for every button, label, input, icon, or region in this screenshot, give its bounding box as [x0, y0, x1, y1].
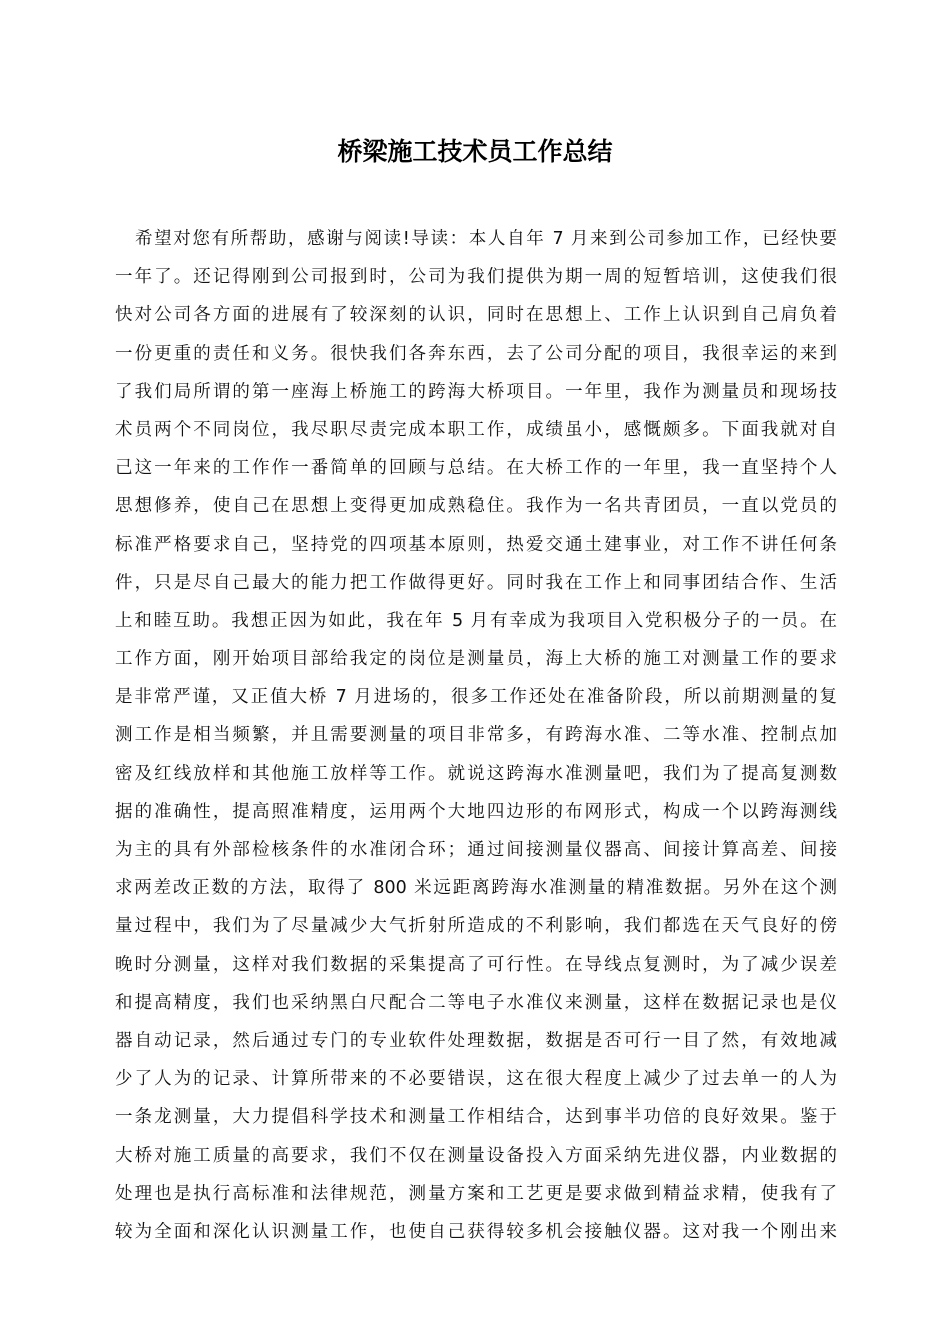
body-line: 一年了。还记得刚到公司报到时，公司为我们提供为期一周的短暂培训，这使我们很	[115, 267, 837, 288]
body-line: 为主的具有外部检核条件的水准闭合环；通过间接测量仪器高、间接计算高差、间接	[115, 840, 837, 860]
body-line: 是非常严谨，又正值大桥 7 月进场的，很多工作还处在准备阶段，所以前期测量的复	[115, 687, 837, 708]
body-line: 工作方面，刚开始项目部给我定的岗位是测量员，海上大桥的施工对测量工作的要求	[115, 649, 837, 670]
body-line: 晚时分测量，这样对我们数据的采集提高了可行性。在导线点复测时，为了减少误差	[115, 954, 837, 975]
body-line: 一份更重的责任和义务。很快我们各奔东西，去了公司分配的项目，我很幸运的来到	[115, 343, 837, 364]
body-line: 思想修养，使自己在思想上变得更加成熟稳住。我作为一名共青团员，一直以党员的	[115, 496, 837, 517]
body-line: 器自动记录，然后通过专门的专业软件处理数据，数据是否可行一目了然，有效地减	[115, 1030, 837, 1051]
body-line: 上和睦互助。我想正因为如此，我在年 5 月有幸成为我项目入党积极分子的一员。在	[115, 610, 837, 631]
body-line: 大桥对施工质量的高要求，我们不仅在测量设备投入方面采纳先进仪器，内业数据的	[115, 1145, 837, 1166]
body-line: 一条龙测量，大力提倡科学技术和测量工作相结合，达到事半功倍的良好效果。鉴于	[115, 1107, 837, 1128]
body-line: 希望对您有所帮助，感谢与阅读!导读：本人自年 7 月来到公司参加工作，已经快要	[135, 229, 837, 249]
body-line: 密及红线放样和其他施工放样等工作。就说这跨海水准测量吧，我们为了提高复测数	[115, 763, 837, 784]
body-line: 己这一年来的工作作一番简单的回顾与总结。在大桥工作的一年里，我一直坚持个人	[115, 458, 837, 479]
body-line: 术员两个不同岗位，我尽职尽责完成本职工作，成绩虽小，感慨颇多。下面我就对自	[115, 419, 837, 440]
document-title: 桥梁施工技术员工作总结	[337, 137, 613, 166]
body-line: 件，只是尽自己最大的能力把工作做得更好。同时我在工作上和同事团结合作、生活	[115, 572, 837, 593]
body-line: 较为全面和深化认识测量工作，也使自己获得较多机会接触仪器。这对我一个刚出来	[115, 1221, 837, 1242]
body-line: 快对公司各方面的进展有了较深刻的认识，同时在思想上、工作上认识到自己肩负着	[115, 305, 837, 326]
document-body	[115, 220, 837, 1251]
body-line: 测工作是相当频繁，并且需要测量的项目非常多，有跨海水准、二等水准、控制点加	[115, 725, 837, 746]
body-line: 标准严格要求自己，坚持党的四项基本原则，热爱交通土建事业，对工作不讲任何条	[115, 534, 837, 555]
body-line: 量过程中，我们为了尽量减少大气折射所造成的不利影响，我们都选在天气良好的傍	[115, 916, 837, 937]
body-line: 和提高精度，我们也采纳黑白尺配合二等电子水准仪来测量，这样在数据记录也是仪	[115, 992, 837, 1013]
body-line: 据的准确性，提高照准精度，运用两个大地四边形的布网形式，构成一个以跨海测线	[115, 801, 837, 822]
body-line: 处理也是执行高标准和法律规范，测量方案和工艺更是要求做到精益求精，使我有了	[115, 1183, 837, 1204]
body-line: 少了人为的记录、计算所带来的不必要错误，这在很大程度上减少了过去单一的人为	[115, 1069, 837, 1090]
body-line: 了我们局所谓的第一座海上桥施工的跨海大桥项目。一年里，我作为测量员和现场技	[115, 381, 837, 402]
body-line: 求两差改正数的方法，取得了 800 米远距离跨海水准测量的精准数据。另外在这个测	[115, 878, 837, 899]
